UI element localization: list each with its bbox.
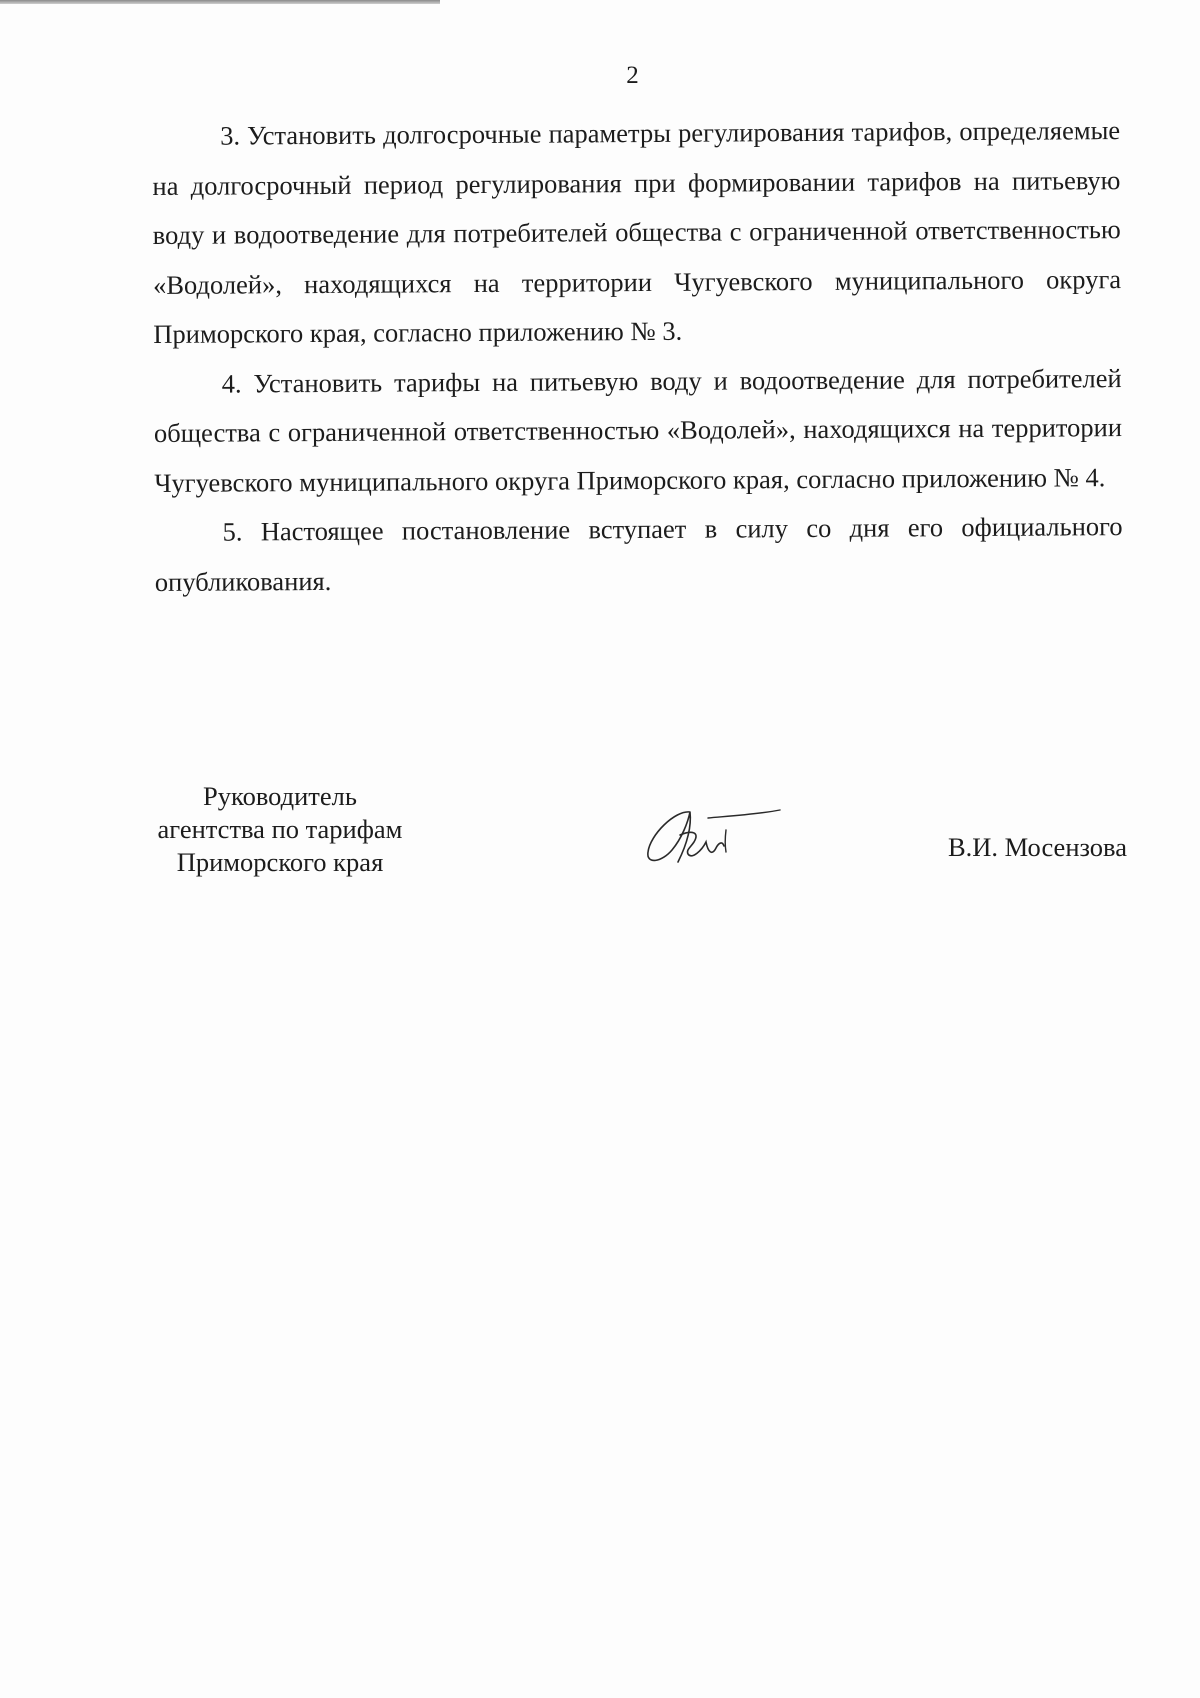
- document-body: [152, 106, 1123, 607]
- signer-position-line: агентства по тарифам: [157, 814, 403, 844]
- signer-position-line: Руководитель: [203, 781, 357, 811]
- handwritten-signature: [630, 790, 810, 880]
- paragraph-5: 5. Настоящее постановление вступает в силу со дня его официального опубликования.: [154, 511, 1123, 597]
- paragraph-4: 4. Установить тарифы на питьевую воду и водоотведение для потребителей общества с ограниченной ответственностью «Водолей», находящихся на территории Чугуевского муниципального округа Приморского края, согласно приложению № 4.: [153, 362, 1123, 498]
- signature-block: [0, 780, 1200, 900]
- signer-position-line: Приморского края: [176, 847, 384, 877]
- signer-position: [130, 780, 430, 879]
- paragraph-3: 3. Установить долгосрочные параметры регулирования тарифов, определяемые на долгосрочный период регулирования при формировании тарифов на питьевую воду и водоотведение для потребителей общества с ограниченной ответственностью «Водолей», находящихся на территории Чугуевского муниципального округа Приморского края, согласно приложению № 3.: [152, 115, 1122, 349]
- signer-name: В.И. Мосензова: [947, 832, 1127, 862]
- scan-edge-artifact: [0, 0, 440, 4]
- page-number: 2: [626, 62, 639, 89]
